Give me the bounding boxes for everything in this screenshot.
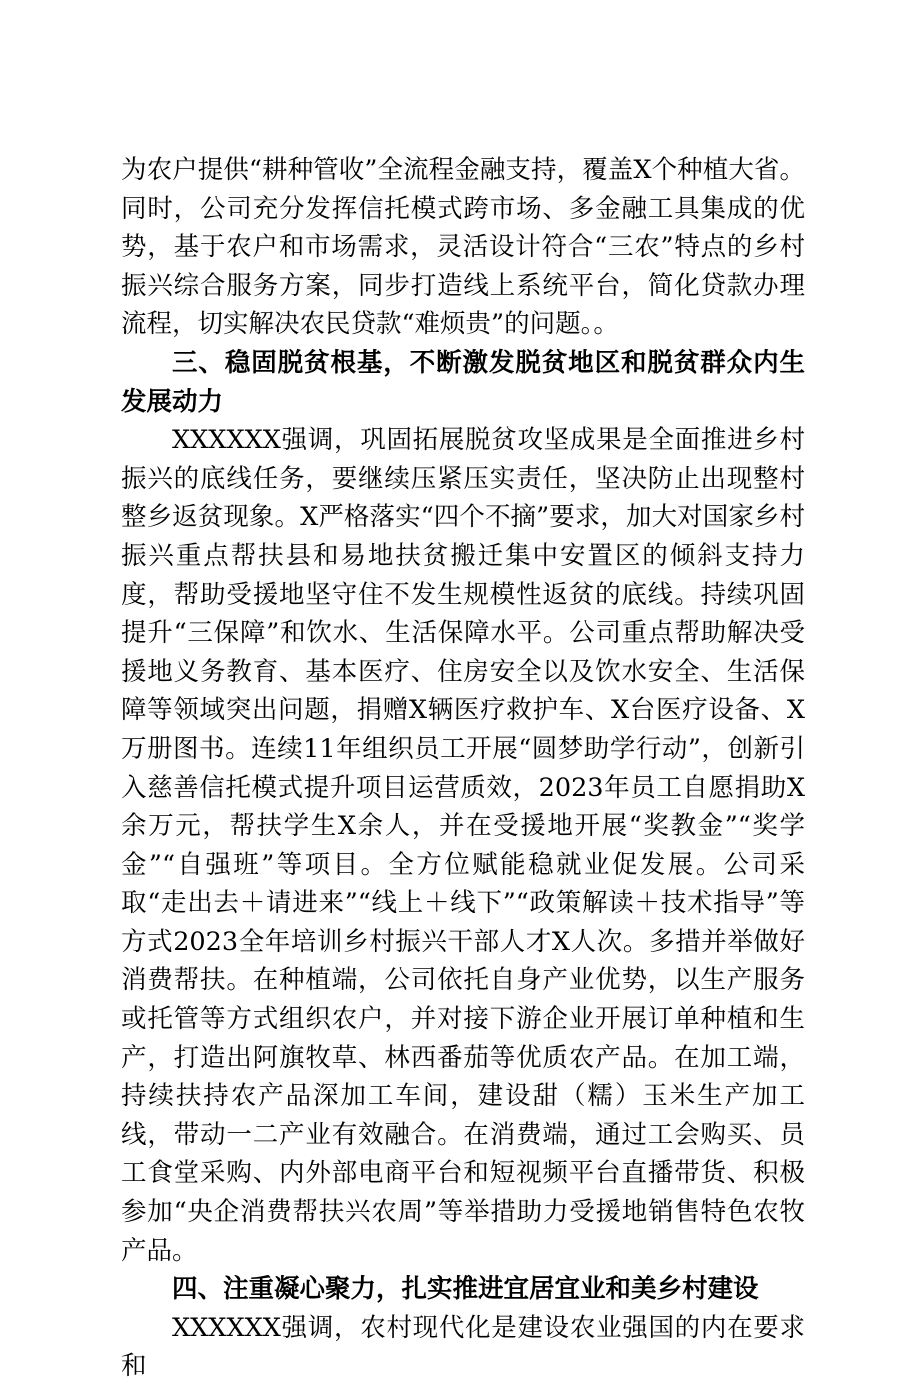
section-heading-three: 三、稳固脱贫根基，不断激发脱贫地区和脱贫群众内生发展动力 (121, 347, 805, 417)
paragraph-poverty-alleviation: XXXXXX强调，巩固拓展脱贫攻坚成果是全面推进乡村振兴的底线任务，要继续压紧压实责任，坚决防止出现整村整乡返贫现象。X严格落实“四个不摘”要求，加大对国家乡村振兴重点帮扶县和易地扶贫搬迁集中安置区的倾斜支持力度，帮助受援地坚守住不发生规模性返贫的底线。持续巩固提升“三保障”和饮水、生活保障水平。公司重点帮助解决受援地义务教育、基本医疗、住房安全以及饮水安全、生活保障等领域突出问题，捐赠X辆医疗救护车、X台医疗设备、X万册图书。连续11年组织员工开展“圆梦助学行动”，创新引入慈善信托模式提升项目运营质效，2023年员工自愿捐助X余万元，帮扶学生X余人，并在受援地开展“奖教金”“奖学金”“自强班”等项目。全方位赋能稳就业促发展。公司采取“走出去＋请进来”“线上＋线下”“政策解读＋技术指导”等方式2023全年培训乡村振兴干部人才X人次。多措并举做好消费帮扶。在种植端，公司依托自身产业优势，以生产服务或托管等方式组织农户，并对接下游企业开展订单种植和生产，打造出阿旗牧草、林西番茄等优质农产品。在加工端，持续扶持农产品深加工车间，建设甜（糯）玉米生产加工线，带动一二产业有效融合。在消费端，通过工会购买、员工食堂采购、内外部电商平台和短视频平台直播带货、积极参加“央企消费帮扶兴农周”等举措助力受援地销售特色农牧产品。 (121, 425, 805, 1266)
paragraph-rural-modernization: XXXXXX强调，农村现代化是建设农业强国的内在要求和 (121, 1312, 805, 1382)
document-page (121, 151, 805, 1386)
section-heading-four: 四、注重凝心聚力，扎实推进宜居宜业和美乡村建设 (172, 1274, 759, 1305)
paragraph-rural-finance-support: 为农户提供“耕种管收”全流程金融支持，覆盖X个种植大省。同时，公司充分发挥信托模式跨市场、多金融工具集成的优势，基于农户和市场需求，灵活设计符合“三农”特点的乡村振兴综合服务方案，同步打造线上系统平台，简化贷款办理流程，切实解决农民贷款“难烦贵”的问题。。 (121, 155, 805, 340)
